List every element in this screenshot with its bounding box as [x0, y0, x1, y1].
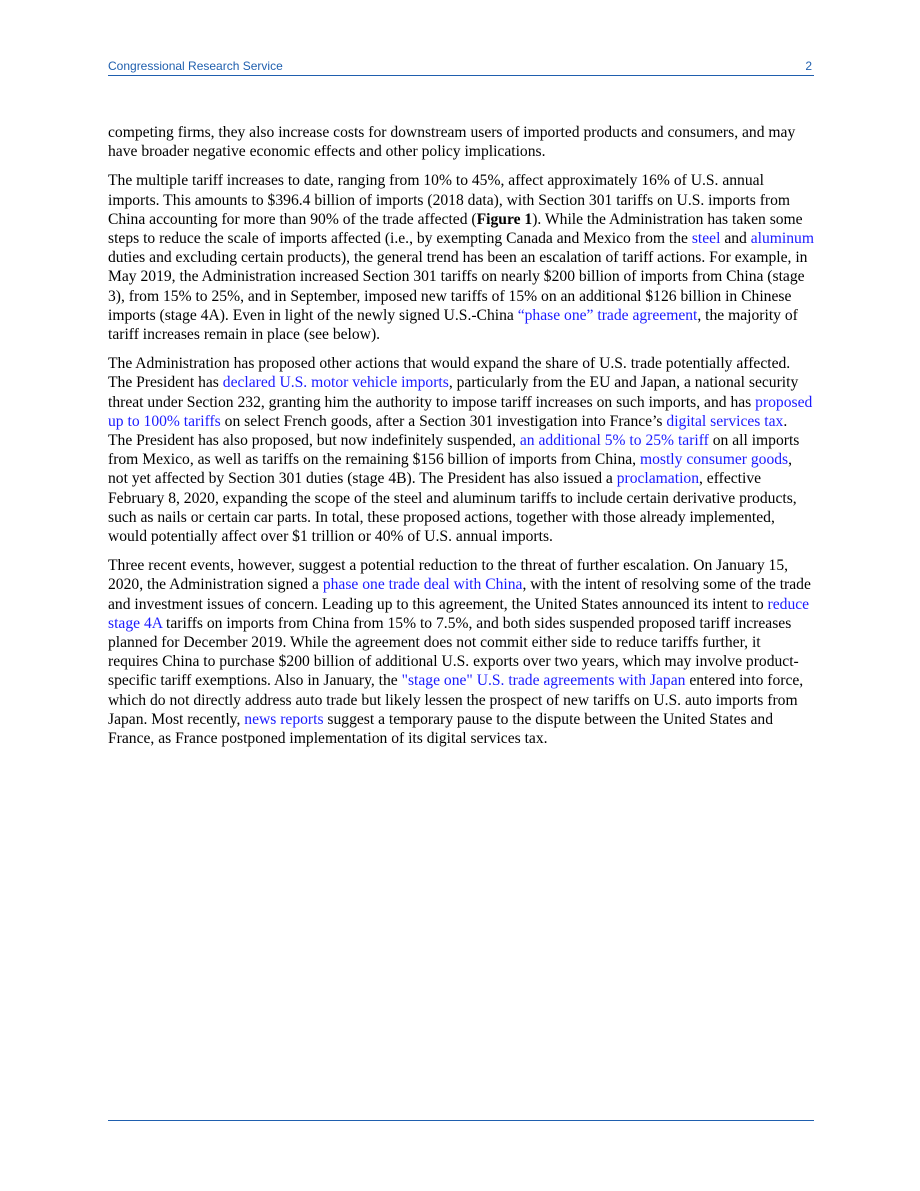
paragraph-1: [108, 123, 814, 161]
p4-text-1: Three recent events, however, suggest a potential reduction to the threat of further escalation. On January 15, 2020, the Administration signed a: [108, 557, 789, 594]
link-phase-one-deal[interactable]: phase one trade deal with China: [322, 576, 523, 594]
link-steel[interactable]: steel: [691, 230, 721, 248]
link-japan-agreements[interactable]: "stage one" U.S. trade agreements with Japan: [401, 672, 686, 690]
p1-text: competing firms, they also increase costs for downstream users of imported products and consumers, and may have broader negative economic effects and other policy implications.: [108, 124, 796, 161]
page-header: [108, 57, 814, 76]
p3-text-2: , particularly from the EU and Japan, a national security threat under Section 232, granting him the authority to impose tariff increases on such imports, and has: [108, 374, 799, 411]
p2-text-1: The multiple tariff increases to date, ranging from 10% to 45%, affect approximately 16% of U.S. annual imports. This amounts to $396.4 billion of imports (2018 data), with Section 301 tariffs on U.S. imports from China accounting for more than 90% of the trade affected (: [108, 172, 791, 228]
link-digital-services-tax[interactable]: digital services tax: [666, 412, 784, 430]
link-reduce-stage-4a[interactable]: reduce stage 4A: [108, 595, 810, 632]
p2-text-4: duties and excluding certain products), the general trend has been an escalation of tariff actions. For example, in May 2019, the Administration increased Section 301 tariffs on nearly $200 billion of imports from China (stage 3), from 15% to 25%, and in September, imposed new tariffs of 15% on an additional $126 billion in Chinese imports (stage 4A). Even in light of the newly signed U.S.-China: [108, 249, 808, 324]
p3-text-7: , effective February 8, 2020, expanding the scope of the steel and aluminum tariffs to include certain derivative products, such as nails or certain car parts. In total, these proposed actions, together with those already implemented, would potentially affect over $1 trillion or 40% of U.S. annual imports.: [108, 470, 797, 546]
p3-text-1: The Administration has proposed other actions that would expand the share of U.S. trade potentially affected. The President has: [108, 355, 791, 392]
footer-divider: [108, 1120, 814, 1121]
p4-text-3: tariffs on imports from China from 15% to 7.5%, and both sides suspended proposed tariff increases planned for December 2019. While the agreement does not commit either side to reduce tariffs further, it requires China to purchase $200 billion of additional U.S. exports over two years, which may involve product-specific tariff exemptions. Also in January, the: [108, 614, 799, 690]
link-phase-one-agreement[interactable]: “phase one” trade agreement: [517, 306, 698, 324]
link-declared-motor-vehicle-imports[interactable]: declared U.S. motor vehicle imports: [222, 374, 449, 392]
link-proclamation[interactable]: proclamation: [616, 470, 699, 488]
p3-text-5: on all imports from Mexico, as well as tariffs on the remaining $156 billion of imports from China,: [108, 432, 800, 469]
p2-text-2: ). While the Administration has taken some steps to reduce the scale of imports affected (i.e., by exempting Canada and Mexico from the: [108, 210, 803, 248]
figure-1-reference[interactable]: Figure 1: [476, 210, 533, 228]
p3-text-4: . The President has also proposed, but now indefinitely suspended,: [108, 412, 788, 450]
link-proposed-tariffs[interactable]: proposed up to 100% tariffs: [108, 393, 813, 430]
paragraph-3: [108, 354, 814, 546]
p2-text-3: and: [720, 230, 751, 248]
p4-text-2: , with the intent of resolving some of the trade and investment issues of concern. Leading up to this agreement, the United States announced its intent to: [108, 576, 811, 613]
header-page-number: 2: [805, 59, 812, 73]
link-mexico-tariff[interactable]: an additional 5% to 25% tariff: [519, 432, 709, 450]
link-aluminum[interactable]: aluminum: [750, 230, 814, 248]
link-consumer-goods[interactable]: mostly consumer goods: [639, 451, 789, 469]
p3-text-3: on select French goods, after a Section 301 investigation into France’s: [220, 412, 667, 430]
p3-text-6: , not yet affected by Section 301 duties (stage 4B). The President has also issued a: [108, 451, 793, 488]
header-org-name: Congressional Research Service: [108, 59, 283, 73]
p2-text-5: , the majority of tariff increases remain in place (see below).: [108, 306, 798, 344]
paragraph-4: [108, 556, 814, 748]
document-body: [108, 123, 814, 758]
link-news-reports[interactable]: news reports: [244, 710, 324, 728]
p4-text-4: entered into force, which do not directly address auto trade but likely lessen the prospect of new tariffs on U.S. auto imports from Japan. Most recently,: [108, 672, 804, 728]
p4-text-5: suggest a temporary pause to the dispute between the United States and France, as France postponed implementation of its digital services tax.: [108, 710, 774, 748]
paragraph-2: [108, 171, 814, 344]
